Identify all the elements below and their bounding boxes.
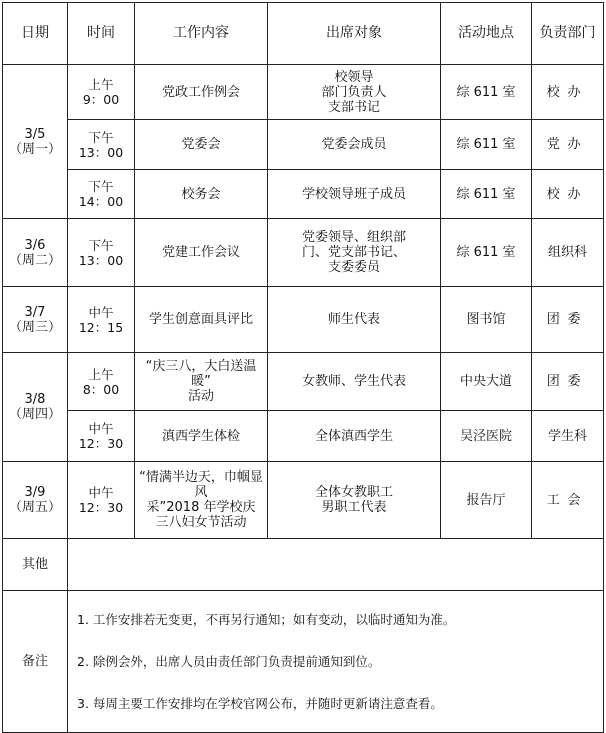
content-cell: “情满半边天，巾帼显风 采”2018 年学校庆 三八妇女节活动 (135, 462, 268, 539)
table-row (3, 219, 604, 287)
location-cell: 综 611 室 (441, 65, 532, 120)
note-item: 3. 每周主要工作安排均在学校官网公布，并随时更新请注意查看。 (77, 696, 443, 711)
date-cell: 3/5 （周一） (3, 65, 68, 219)
date-cell: 3/6 （周二） (3, 219, 68, 287)
department-cell: 团委 (532, 353, 604, 411)
time-cell: 下午 13：00 (68, 219, 135, 287)
note-item: 1. 工作安排若无变更，不再另行通知；如有变动，以临时通知为准。 (77, 612, 456, 627)
table-row (3, 411, 604, 462)
content-cell: “庆三八，大白送温暖” 活动 (135, 353, 268, 411)
notes-cell (68, 591, 604, 733)
time-cell: 中午 12：15 (68, 287, 135, 353)
header-date: 日期 (3, 3, 68, 65)
date-cell: 3/7 （周三） (3, 287, 68, 353)
attendees-cell: 全体滇西学生 (268, 411, 441, 462)
attendees-cell: 师生代表 (268, 287, 441, 353)
department-cell: 党办 (532, 120, 604, 170)
time-cell: 下午 13：00 (68, 120, 135, 170)
notes-label: 备注 (3, 591, 68, 733)
table-row (3, 65, 604, 120)
location-cell: 报告厅 (441, 462, 532, 539)
header-row (3, 3, 604, 65)
table-row (3, 170, 604, 219)
header-department: 负责部门 (532, 3, 604, 65)
attendees-cell: 党委领导、组织部 门、党支部书记、 支委委员 (268, 219, 441, 287)
content-cell: 党建工作会议 (135, 219, 268, 287)
location-cell: 综 611 室 (441, 219, 532, 287)
table-row (3, 462, 604, 539)
table-row (3, 120, 604, 170)
attendees-cell: 学校领导班子成员 (268, 170, 441, 219)
attendees-cell: 女教师、学生代表 (268, 353, 441, 411)
note-item: 2. 除例会外，出席人员由责任部门负责提前通知到位。 (77, 654, 381, 669)
time-cell: 上午 8：00 (68, 353, 135, 411)
attendees-cell: 校领导 部门负责人 支部书记 (268, 65, 441, 120)
header-time: 时间 (68, 3, 135, 65)
attendees-cell: 党委会成员 (268, 120, 441, 170)
department-cell: 校办 (532, 170, 604, 219)
content-cell: 党委会 (135, 120, 268, 170)
department-cell: 团委 (532, 287, 604, 353)
department-cell: 工会 (532, 462, 604, 539)
header-attendees: 出席对象 (268, 3, 441, 65)
table-row (3, 287, 604, 353)
time-cell: 上午 9：00 (68, 65, 135, 120)
weekly-schedule-table (2, 2, 604, 733)
department-cell: 学生科 (532, 411, 604, 462)
content-cell: 滇西学生体检 (135, 411, 268, 462)
date-cell: 3/8 （周四） (3, 353, 68, 462)
location-cell: 图书馆 (441, 287, 532, 353)
location-cell: 综 611 室 (441, 170, 532, 219)
table-row (3, 353, 604, 411)
content-cell: 学生创意面具评比 (135, 287, 268, 353)
attendees-cell: 全体女教职工 男职工代表 (268, 462, 441, 539)
location-cell: 吴泾医院 (441, 411, 532, 462)
other-label: 其他 (3, 539, 68, 591)
content-cell: 党政工作例会 (135, 65, 268, 120)
location-cell: 综 611 室 (441, 120, 532, 170)
time-cell: 中午 12：30 (68, 411, 135, 462)
header-content: 工作内容 (135, 3, 268, 65)
department-cell: 组织科 (532, 219, 604, 287)
notes-row (3, 591, 604, 733)
header-location: 活动地点 (441, 3, 532, 65)
other-value (68, 539, 604, 591)
content-cell: 校务会 (135, 170, 268, 219)
other-row (3, 539, 604, 591)
department-cell: 校办 (532, 65, 604, 120)
date-cell: 3/9 （周五） (3, 462, 68, 539)
location-cell: 中央大道 (441, 353, 532, 411)
time-cell: 下午 14：00 (68, 170, 135, 219)
time-cell: 中午 12：30 (68, 462, 135, 539)
